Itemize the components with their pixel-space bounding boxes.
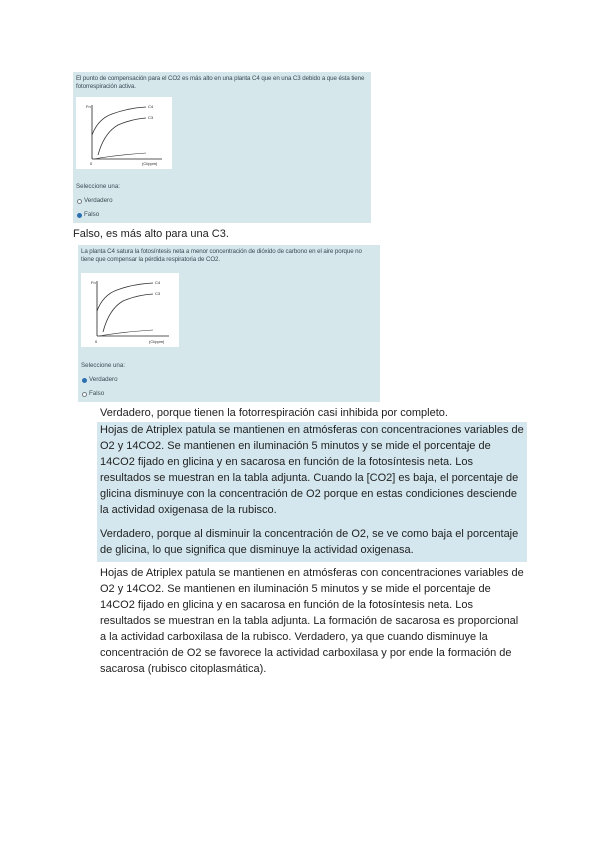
select-label-1: Seleccione una: [76, 183, 121, 190]
select-label-2: Seleccione una: [81, 362, 126, 369]
option-verdadero-1[interactable] [77, 197, 113, 205]
highlighted-question-block [97, 422, 527, 562]
option-label: Falso [84, 211, 100, 218]
option-falso-1[interactable] [77, 211, 99, 219]
c3-curve [103, 294, 153, 332]
paragraph-block-4 [100, 565, 524, 677]
option-label: Verdadero [89, 376, 118, 383]
quiz-screenshot-2 [78, 245, 380, 402]
radio-icon[interactable] [82, 392, 87, 397]
option-falso-2[interactable] [82, 390, 104, 398]
c4-curve [97, 283, 153, 311]
respiration-curve [99, 330, 153, 336]
quiz-screenshot-1 [73, 72, 371, 223]
respiration-curve [94, 153, 146, 159]
c3-label: C3 [148, 115, 154, 120]
quiz-question-1: El punto de compensación para el CO2 es más alto en una planta C4 que en una C3 debido a que ésta tiene fotorrespiración activa. [76, 75, 365, 90]
y-axis-label: Fn [91, 280, 96, 285]
quiz-question-2: La planta C4 satura la fotosíntesis neta a menor concentración de dióxido de carbono en el aire porque no tiene que compensar la pérdida respiratoria de CO2. [81, 248, 362, 263]
c3-curve [98, 118, 146, 155]
quiz-graph-2 [81, 273, 179, 347]
answer-1: Falso, es más alto para una C3. [73, 228, 229, 240]
radio-icon[interactable] [77, 199, 82, 204]
c4-curve [92, 107, 146, 135]
x-axis-label: (Ci/ppm) [149, 339, 165, 344]
radio-selected-icon[interactable] [82, 378, 87, 383]
radio-selected-icon[interactable] [77, 213, 82, 218]
quiz-graph-1 [76, 97, 172, 169]
option-label: Falso [89, 390, 105, 397]
c3-label: C3 [155, 291, 161, 296]
photosynthesis-curve-graph-1 [76, 97, 172, 169]
block4-text: Hojas de Atriplex patula se mantienen en atmósferas con concentraciones variables de O2 y 14CO2. Se mantienen en iluminación 5 minutos y se mide el porcentaje de 14CO2 fijado en glicina y en sacarosa en función de la fotosíntesis neta. Los resultados se muestran en la tabla adjunta. La formación de sacarosa es proporcional a la actividad carboxilasa de la rubisco. Verdadero, ya que cuando disminuye la concentración de O2 se favorece la actividad carboxilasa y por ende la formación de sacarosa (rubisco citoplasmática). [100, 567, 524, 675]
option-verdadero-2[interactable] [82, 376, 118, 384]
x-axis-label: (Ci/ppm) [142, 161, 158, 166]
c4-label: C4 [155, 280, 161, 285]
block3-question: Hojas de Atriplex patula se mantienen en atmósferas con concentraciones variables de O2 y 14CO2. Se mantienen en iluminación 5 minutos y se mide el porcentaje de 14CO2 fijado en glicina y en sacarosa en función de la fotosíntesis neta. Los resultados se muestran en la tabla adjunta. Cuando la [CO2] es baja, el porcentaje de glicina disminuye con la concentración de O2 porque en estas condiciones desciende la actividad oxigenasa de la rubisco. [100, 424, 524, 516]
c4-label: C4 [148, 104, 154, 109]
photosynthesis-curve-graph-2 [81, 273, 179, 347]
origin-label: 0 [90, 161, 93, 166]
block3-answer: Verdadero, porque al disminuir la concentración de O2, se ve como baja el porcentaje de glicina, lo que significa que disminuye la actividad oxigenasa. [100, 528, 519, 556]
option-label: Verdadero [84, 197, 113, 204]
origin-label: 0 [95, 339, 98, 344]
y-axis-label: Fn [86, 104, 91, 109]
answer-2: Verdadero, porque tienen la fotorrespiración casi inhibida por completo. [100, 407, 448, 419]
